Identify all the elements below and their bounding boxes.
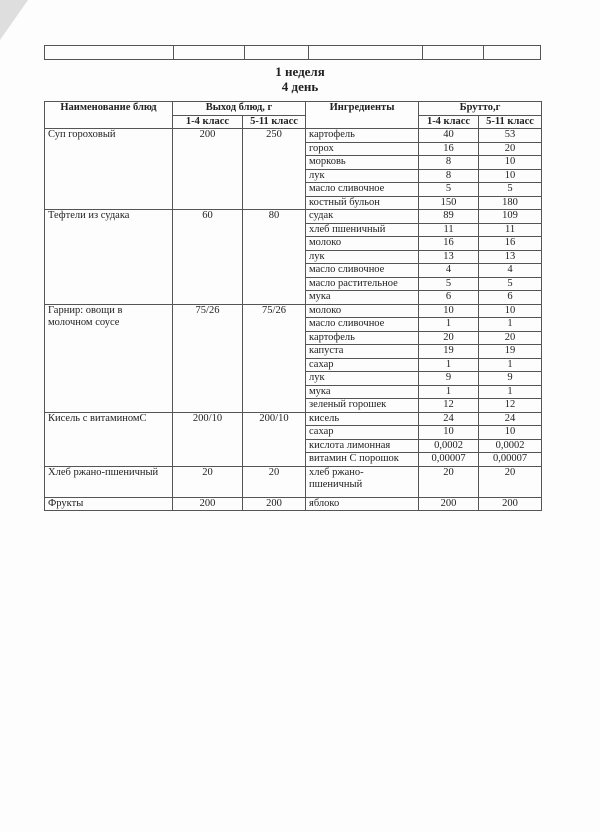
ingredient-name: кисель [306, 412, 419, 426]
brutto-1-4: 8 [419, 169, 479, 183]
dish-name: Гарнир: овощи в молочном соусе [45, 304, 173, 412]
brutto-5-11: 20 [479, 142, 542, 156]
header-output-5-11: 5-11 класс [243, 115, 306, 129]
dish-output-1-4: 200 [173, 497, 243, 511]
brutto-5-11: 13 [479, 250, 542, 264]
brutto-5-11: 53 [479, 129, 542, 143]
ingredient-name: масло сливочное [306, 183, 419, 197]
ingredient-name: масло сливочное [306, 318, 419, 332]
dish-output-1-4: 60 [173, 210, 243, 305]
dish-name: Хлеб ржано-пшеничный [45, 466, 173, 497]
brutto-1-4: 1 [419, 318, 479, 332]
table-row [45, 304, 542, 318]
week-title: 1 неделя [275, 64, 325, 79]
brutto-5-11: 20 [479, 466, 542, 497]
dish-name: Тефтели из судака [45, 210, 173, 305]
brutto-5-11: 5 [479, 183, 542, 197]
brutto-1-4: 8 [419, 156, 479, 170]
dish-output-5-11: 200/10 [243, 412, 306, 466]
brutto-5-11: 20 [479, 331, 542, 345]
dish-output-5-11: 75/26 [243, 304, 306, 412]
ingredient-name: мука [306, 291, 419, 305]
ingredient-name: молоко [306, 304, 419, 318]
brutto-5-11: 4 [479, 264, 542, 278]
brutto-1-4: 16 [419, 142, 479, 156]
brutto-1-4: 40 [419, 129, 479, 143]
ingredient-name: витамин С порошок [306, 453, 419, 467]
brutto-5-11: 0,00007 [479, 453, 542, 467]
brutto-1-4: 19 [419, 345, 479, 359]
ingredient-name: хлеб пшеничный [306, 223, 419, 237]
ingredient-name: масло растительное [306, 277, 419, 291]
brutto-1-4: 20 [419, 466, 479, 497]
brutto-1-4: 4 [419, 264, 479, 278]
brutto-1-4: 1 [419, 358, 479, 372]
brutto-1-4: 12 [419, 399, 479, 413]
dish-output-1-4: 20 [173, 466, 243, 497]
header-brutto: Брутто,г [419, 102, 542, 116]
header-brutto-1-4: 1-4 класс [419, 115, 479, 129]
brutto-1-4: 24 [419, 412, 479, 426]
ingredient-name: лук [306, 372, 419, 386]
table-row [45, 129, 542, 143]
table-row [45, 210, 542, 224]
brutto-5-11: 10 [479, 426, 542, 440]
brutto-1-4: 10 [419, 304, 479, 318]
brutto-5-11: 10 [479, 169, 542, 183]
brutto-5-11: 24 [479, 412, 542, 426]
brutto-1-4: 20 [419, 331, 479, 345]
brutto-5-11: 109 [479, 210, 542, 224]
brutto-5-11: 12 [479, 399, 542, 413]
dish-output-1-4: 200/10 [173, 412, 243, 466]
dish-output-1-4: 200 [173, 129, 243, 210]
ingredient-name: горох [306, 142, 419, 156]
ingredient-name: картофель [306, 129, 419, 143]
ingredient-name: мука [306, 385, 419, 399]
header-ingredients: Ингредиенты [306, 102, 419, 129]
ingredient-name: хлеб ржано-пшеничный [306, 466, 419, 497]
ingredient-name: масло сливочное [306, 264, 419, 278]
brutto-1-4: 5 [419, 183, 479, 197]
table-row [45, 412, 542, 426]
brutto-5-11: 1 [479, 358, 542, 372]
table-row [45, 497, 542, 511]
dish-output-5-11: 250 [243, 129, 306, 210]
brutto-5-11: 1 [479, 318, 542, 332]
brutto-1-4: 0,0002 [419, 439, 479, 453]
brutto-5-11: 10 [479, 304, 542, 318]
brutto-1-4: 200 [419, 497, 479, 511]
brutto-5-11: 0,0002 [479, 439, 542, 453]
day-title: 4 день [281, 79, 319, 94]
brutto-1-4: 5 [419, 277, 479, 291]
ingredient-name: яблоко [306, 497, 419, 511]
brutto-1-4: 9 [419, 372, 479, 386]
brutto-5-11: 180 [479, 196, 542, 210]
brutto-1-4: 89 [419, 210, 479, 224]
ingredient-name: зеленый горошек [306, 399, 419, 413]
dish-output-5-11: 200 [243, 497, 306, 511]
dish-name: Фрукты [45, 497, 173, 511]
menu-table [44, 101, 542, 511]
dish-output-5-11: 20 [243, 466, 306, 497]
brutto-1-4: 13 [419, 250, 479, 264]
dish-name: Суп гороховый [45, 129, 173, 210]
brutto-5-11: 200 [479, 497, 542, 511]
ingredient-name: картофель [306, 331, 419, 345]
ingredient-name: капуста [306, 345, 419, 359]
ingredient-name: лук [306, 169, 419, 183]
header-dish: Наименование блюд [45, 102, 173, 129]
brutto-5-11: 5 [479, 277, 542, 291]
brutto-1-4: 1 [419, 385, 479, 399]
brutto-5-11: 9 [479, 372, 542, 386]
dish-output-5-11: 80 [243, 210, 306, 305]
previous-table-fragment [44, 45, 541, 60]
header-output: Выход блюд, г [173, 102, 306, 116]
brutto-1-4: 0,00007 [419, 453, 479, 467]
ingredient-name: сахар [306, 358, 419, 372]
brutto-5-11: 10 [479, 156, 542, 170]
dish-output-1-4: 75/26 [173, 304, 243, 412]
brutto-1-4: 16 [419, 237, 479, 251]
brutto-5-11: 6 [479, 291, 542, 305]
brutto-5-11: 1 [479, 385, 542, 399]
ingredient-name: судак [306, 210, 419, 224]
ingredient-name: костный бульон [306, 196, 419, 210]
ingredient-name: сахар [306, 426, 419, 440]
dish-name: Кисель с витаминомС [45, 412, 173, 466]
ingredient-name: морковь [306, 156, 419, 170]
brutto-5-11: 16 [479, 237, 542, 251]
brutto-1-4: 150 [419, 196, 479, 210]
table-row [45, 466, 542, 497]
ingredient-name: молоко [306, 237, 419, 251]
brutto-5-11: 19 [479, 345, 542, 359]
brutto-1-4: 10 [419, 426, 479, 440]
ingredient-name: кислота лимонная [306, 439, 419, 453]
header-brutto-5-11: 5-11 класс [479, 115, 542, 129]
page-fold [0, 0, 28, 40]
brutto-1-4: 6 [419, 291, 479, 305]
brutto-5-11: 11 [479, 223, 542, 237]
brutto-1-4: 11 [419, 223, 479, 237]
ingredient-name: лук [306, 250, 419, 264]
header-output-1-4: 1-4 класс [173, 115, 243, 129]
